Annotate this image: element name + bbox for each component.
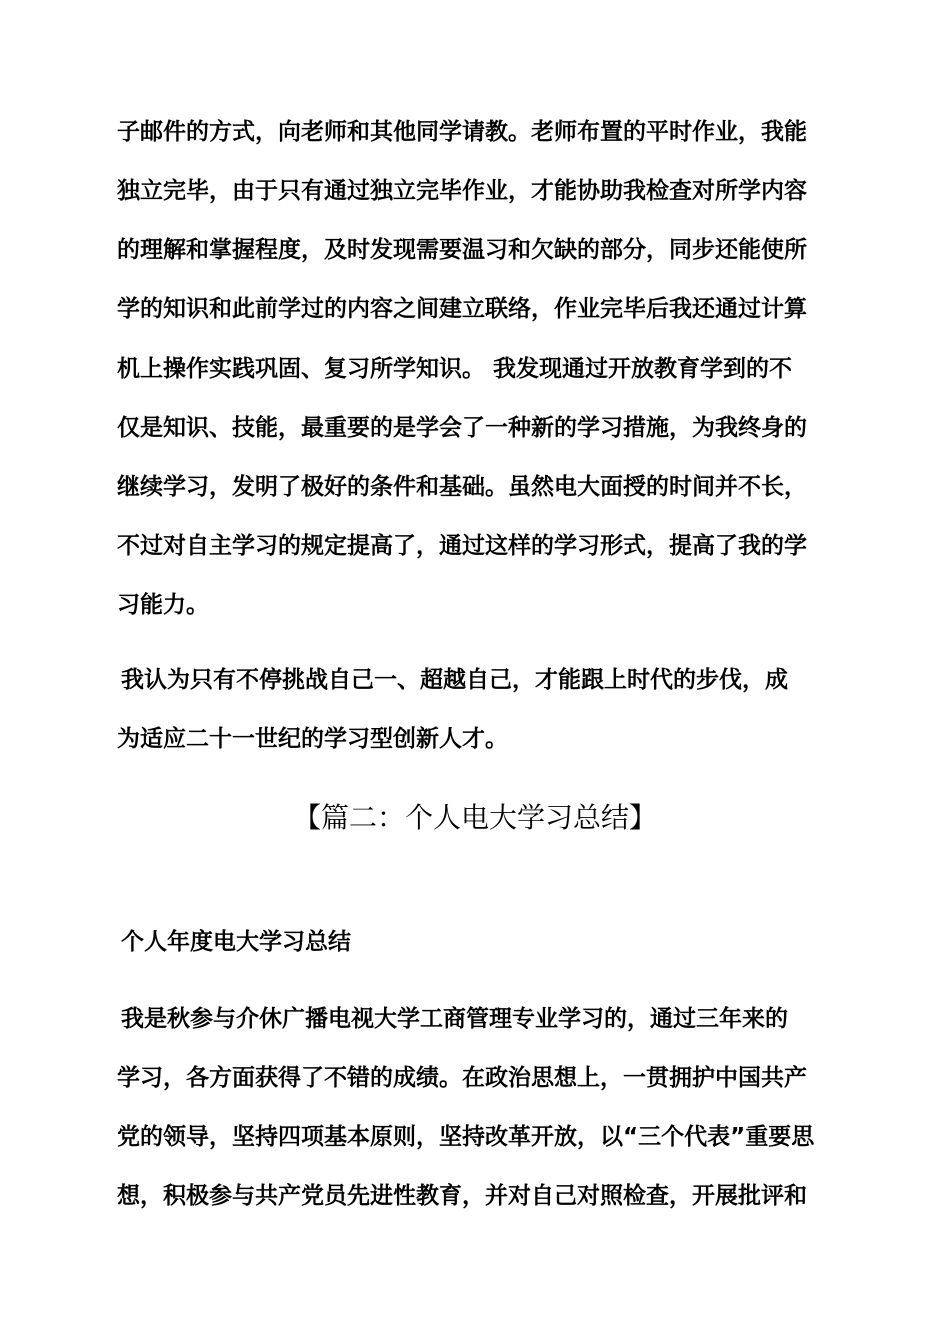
paragraph-3-line-2: 学习，各方面获得了不错的成绩。在政治思想上，一贯拥护中国共产 — [117, 1065, 807, 1091]
paragraph-1-line-7: 继续学习，发明了极好的条件和基础。虽然电大面授的时间并不长， — [117, 474, 807, 500]
paragraph-1-line-5: 机上操作实践巩固、复习所学知识。 我发现通过开放教育学到的不 — [117, 356, 793, 382]
subheading: 个人年度电大学习总结 — [121, 929, 351, 955]
paragraph-2-line-2: 为适应二十一世纪的学习型创新人才。 — [117, 726, 508, 752]
paragraph-1-line-1: 子邮件的方式，向老师和其他同学请教。老师布置的平时作业，我能 — [117, 119, 807, 145]
section-heading: 【篇二：个人电大学习总结】 — [292, 801, 657, 834]
paragraph-1-line-2: 独立完毕，由于只有通过独立完毕作业，才能协助我检查对所学内容 — [117, 178, 807, 204]
paragraph-2-line-1: 我认为只有不停挑战自己一、超越自己，才能跟上时代的步伐，成 — [121, 667, 788, 693]
paragraph-1-line-3: 的理解和掌握程度，及时发现需要温习和欠缺的部分，同步还能使所 — [117, 237, 807, 263]
paragraph-1-line-6: 仅是知识、技能，最重要的是学会了一种新的学习措施，为我终身的 — [117, 415, 807, 441]
paragraph-1-line-8: 不过对自主学习的规定提高了，通过这样的学习形式，提高了我的学 — [117, 533, 807, 559]
paragraph-3-line-1: 我是秋参与介休广播电视大学工商管理专业学习的，通过三年来的 — [121, 1006, 788, 1032]
paragraph-3-line-4: 想，积极参与共产党员先进性教育，并对自己对照检查，开展批评和 — [117, 1183, 807, 1209]
paragraph-3-line-3: 党的领导，坚持四项基本原则，坚持改革开放，以“三个代表”重要思 — [117, 1124, 815, 1150]
paragraph-1-line-9: 习能力。 — [117, 592, 209, 618]
paragraph-1-line-4: 学的知识和此前学过的内容之间建立联络，作业完毕后我还通过计算 — [117, 296, 807, 322]
